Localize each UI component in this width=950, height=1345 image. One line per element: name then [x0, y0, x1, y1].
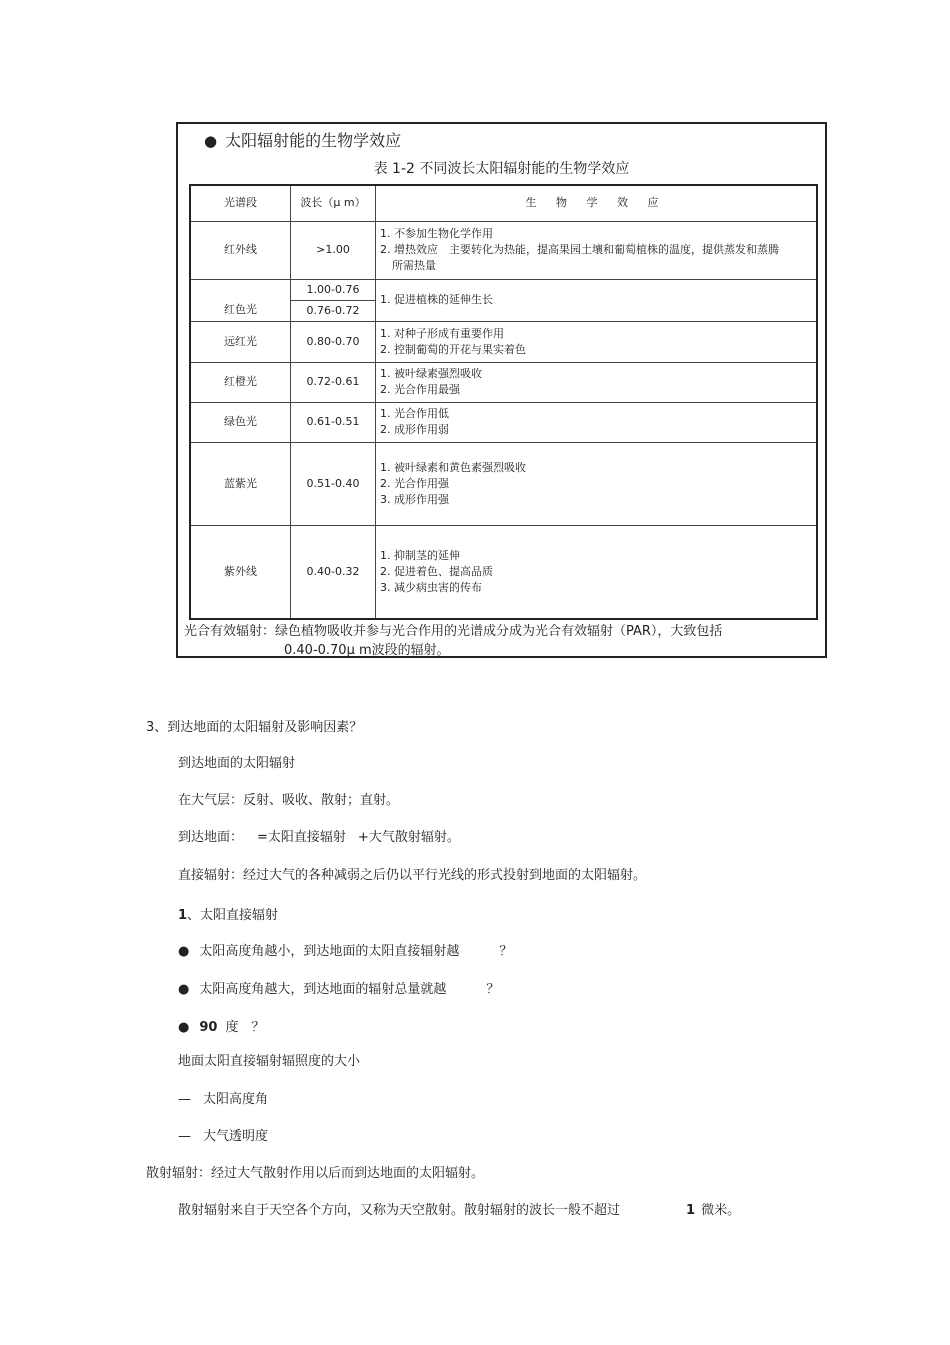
cell-band	[190, 279, 291, 300]
effect-line: 1. 不参加生物化学作用	[380, 227, 493, 240]
table-row	[190, 362, 817, 402]
effect-line: 1. 抑制茎的延伸	[380, 548, 460, 562]
dash-text: 太阳高度角	[203, 1092, 269, 1107]
cell-effect	[376, 402, 818, 442]
cell-band: 远红光	[190, 321, 291, 362]
cell-band: 红橙光	[190, 362, 291, 402]
effect-line: 2. 成形作用弱	[380, 423, 449, 436]
table-row	[190, 321, 817, 362]
cell-wavelength: 0.80-0.70	[291, 321, 376, 362]
effect-line: 1. 被叶绿素强烈吸收	[380, 367, 482, 380]
effects-table	[189, 184, 818, 620]
effect-line: 1. 促进植株的延伸生长	[380, 293, 493, 306]
equation-label: 到达地面：	[178, 830, 244, 845]
paragraph	[178, 1199, 740, 1218]
cell-wavelength: 1.00-0.76	[291, 279, 376, 300]
cell-effect	[376, 362, 818, 402]
header-wavelength: 波长（μ m）	[291, 185, 376, 221]
table-row	[190, 525, 817, 619]
effect-line: 2. 光合作用最强	[380, 383, 460, 396]
dash-icon: —	[178, 1092, 191, 1107]
box-title	[204, 128, 401, 151]
effect-line: 所需热量	[392, 259, 436, 272]
par-note-line1: 光合有效辐射：绿色植物吸收并参与光合作用的光谱成分成为光合有效辐射（PAR），大致包括	[184, 624, 723, 639]
table-caption: 表 1-2 不同波长太阳辐射能的生物学效应	[373, 161, 630, 177]
paragraph-number: 1	[686, 1203, 696, 1218]
effect-line: 3. 减少病虫害的传布	[380, 580, 482, 594]
section-heading	[178, 904, 278, 923]
bullet-icon: ●	[204, 132, 218, 150]
dash-item	[178, 1125, 268, 1144]
cell-wavelength: 0.76-0.72	[291, 300, 376, 321]
table-row	[190, 221, 817, 279]
dash-item	[178, 1088, 268, 1107]
bullet-text: 太阳高度角越小，到达地面的太阳直接辐射越	[199, 944, 460, 959]
cell-effect	[376, 321, 818, 362]
bullet-item	[178, 940, 512, 959]
bullet-icon: ●	[178, 982, 190, 997]
bullet-text: 度 ？	[225, 1020, 265, 1035]
equation-diffuse: +大气散射辐射。	[357, 830, 460, 845]
effect-line: 2. 控制葡萄的开花与果实着色	[380, 342, 526, 356]
table-row	[190, 442, 817, 525]
cell-wavelength: 0.61-0.51	[291, 402, 376, 442]
bullet-question: ？	[499, 944, 513, 959]
effect-line: 2. 促进着色、提高品质	[380, 564, 493, 578]
header-band: 光谱段	[190, 185, 291, 221]
cell-band: 红色光	[190, 300, 291, 321]
paragraph-text: 散射辐射来自于天空各个方向，又称为天空散射。散射辐射的波长一般不超过	[178, 1203, 621, 1218]
bullet-number: 90	[199, 1020, 218, 1035]
cell-band: 红外线	[190, 221, 291, 279]
biological-effects-box	[176, 122, 827, 658]
cell-wavelength: >1.00	[291, 221, 376, 279]
effect-line: 1. 对种子形成有重要作用	[380, 326, 504, 340]
box-title-text: 太阳辐射能的生物学效应	[225, 131, 402, 150]
effect-line: 2. 增热效应 主要转化为热能，提高果园土壤和葡萄植株的温度，提供蒸发和蒸腾	[380, 243, 779, 256]
bullet-text: 太阳高度角越大，到达地面的辐射总量就越	[199, 982, 447, 997]
paragraph: 直接辐射：经过大气的各种减弱之后仍以平行光线的形式投射到地面的太阳辐射。	[178, 868, 647, 883]
bullet-item	[178, 1016, 264, 1035]
cell-effect	[376, 221, 818, 279]
cell-wavelength: 0.72-0.61	[291, 362, 376, 402]
effect-line: 2. 光合作用强	[380, 476, 449, 490]
dash-text: 大气透明度	[203, 1129, 269, 1144]
par-note	[184, 622, 722, 660]
table-row	[190, 402, 817, 442]
table-header-row	[190, 185, 817, 221]
cell-effect	[376, 442, 818, 525]
paragraph-unit: 微米。	[701, 1203, 741, 1218]
cell-effect	[376, 279, 818, 321]
cell-band: 绿色光	[190, 402, 291, 442]
dash-icon: —	[178, 1129, 191, 1144]
cell-wavelength: 0.40-0.32	[291, 525, 376, 619]
paragraph: 在大气层：反射、吸收、散射；直射。	[178, 793, 400, 808]
paragraph: 散射辐射：经过大气散射作用以后而到达地面的太阳辐射。	[146, 1166, 485, 1181]
section-number: 1	[178, 908, 188, 923]
bullet-item	[178, 978, 499, 997]
cell-wavelength: 0.51-0.40	[291, 442, 376, 525]
effect-line: 3. 成形作用强	[380, 492, 449, 506]
cell-effect	[376, 525, 818, 619]
paragraph: 到达地面的太阳辐射	[178, 756, 296, 771]
paragraph-equation	[178, 826, 460, 845]
par-note-line2: 0.40-0.70μ m波段的辐射。	[284, 643, 450, 658]
effect-line: 1. 光合作用低	[380, 407, 449, 420]
header-effect: 生 物 学 效 应	[376, 185, 818, 221]
bullet-icon: ●	[178, 1020, 190, 1035]
paragraph: 地面太阳直接辐射辐照度的大小	[178, 1054, 361, 1069]
effect-line: 1. 被叶绿素和黄色素强烈吸收	[380, 460, 526, 474]
bullet-icon: ●	[178, 944, 190, 959]
section-title: 、太阳直接辐射	[187, 908, 279, 923]
equation-direct: =太阳直接辐射	[257, 830, 346, 845]
cell-band: 紫外线	[190, 525, 291, 619]
cell-band: 蓝紫光	[190, 442, 291, 525]
table-row	[190, 279, 817, 300]
question-3: 3、到达地面的太阳辐射及影响因素？	[146, 720, 363, 735]
bullet-question: ？	[486, 982, 500, 997]
